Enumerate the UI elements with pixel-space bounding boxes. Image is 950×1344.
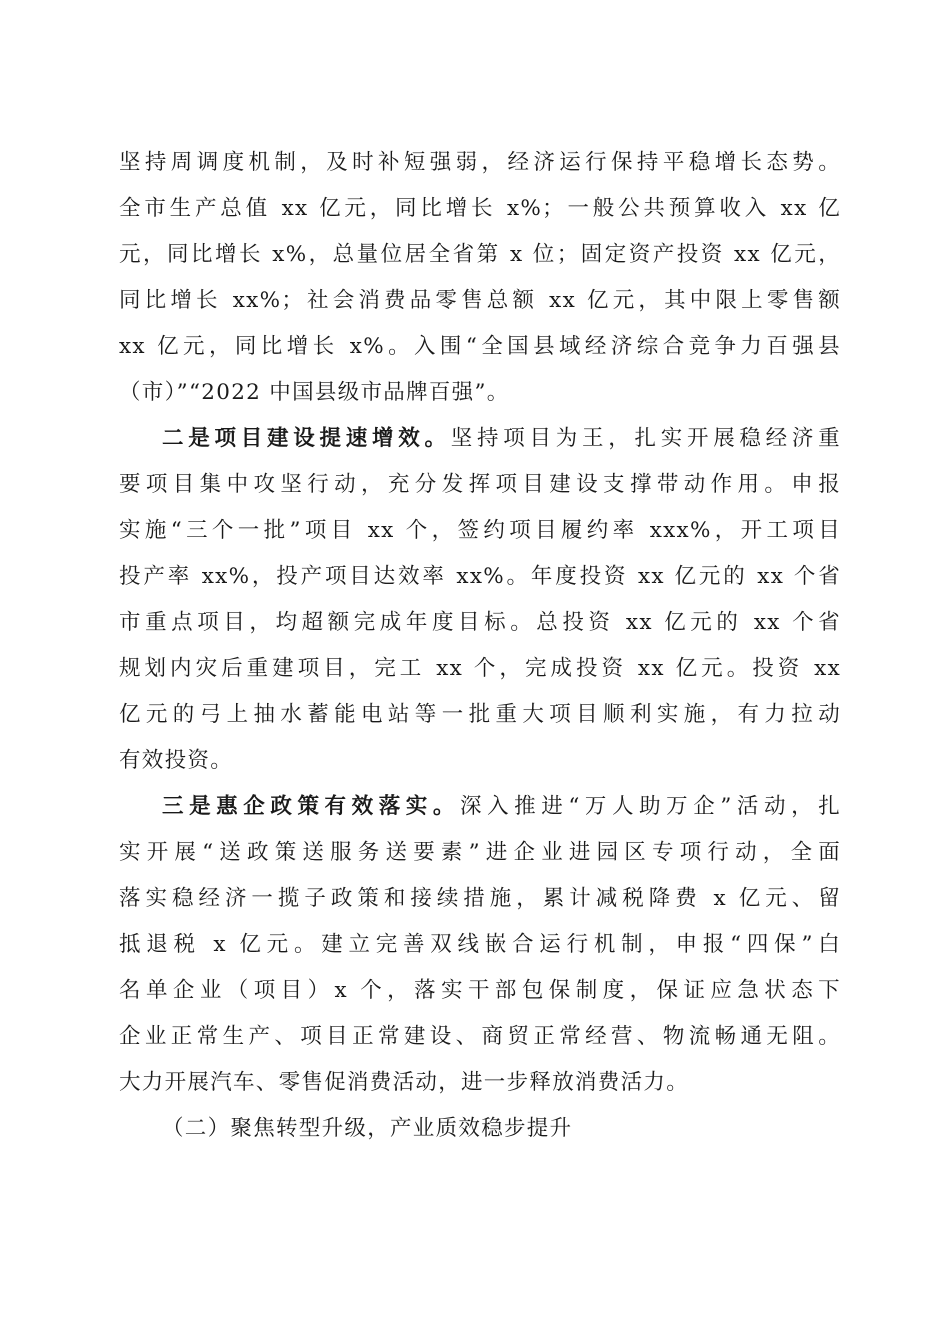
paragraph-lead: 三是惠企政策有效落实。 bbox=[162, 794, 460, 819]
paragraph-economic-operation bbox=[119, 140, 841, 416]
text-line: xx 亿元，同比增长 x%。入围“全国县域经济综合竞争力百强县 bbox=[119, 334, 841, 359]
paragraph-lead: 二是项目建设提速增效。 bbox=[162, 426, 451, 451]
text-line bbox=[119, 416, 841, 462]
paragraph-project-construction bbox=[119, 416, 841, 784]
text-line: 坚持周调度机制，及时补短强弱，经济运行保持平稳增长态势。 bbox=[119, 150, 841, 175]
document-body bbox=[119, 140, 841, 1152]
text-line: 投产率 xx%，投产项目达效率 xx%。年度投资 xx 亿元的 xx 个省 bbox=[119, 564, 841, 589]
text-line: 市重点项目，均超额完成年度目标。总投资 xx 亿元的 xx 个省 bbox=[119, 610, 841, 635]
text-line: 名单企业（项目）x 个，落实干部包保制度，保证应急状态下 bbox=[119, 978, 841, 1003]
text-line: 元，同比增长 x%，总量位居全省第 x 位；固定资产投资 xx 亿元， bbox=[119, 242, 841, 267]
text-fragment: 坚持项目为王，扎实开展稳经济重 bbox=[450, 426, 841, 451]
text-line: 实施“三个一批”项目 xx 个，签约项目履约率 xxx%，开工项目 bbox=[119, 518, 841, 543]
text-line bbox=[119, 784, 841, 830]
text-line: 同比增长 xx%；社会消费品零售总额 xx 亿元，其中限上零售额 bbox=[119, 288, 841, 313]
text-line: 规划内灾后重建项目，完工 xx 个，完成投资 xx 亿元。投资 xx bbox=[119, 656, 841, 681]
section-heading: （二）聚焦转型升级，产业质效稳步提升 bbox=[162, 1116, 573, 1141]
text-fragment: 深入推进“万人助万企”活动，扎 bbox=[459, 794, 842, 819]
text-line: 有效投资。 bbox=[119, 748, 234, 773]
text-line: 实开展“送政策送服务送要素”进企业进园区专项行动，全面 bbox=[119, 840, 841, 865]
text-line: 抵退税 x 亿元。建立完善双线嵌合运行机制，申报“四保”白 bbox=[119, 932, 841, 957]
paragraph-enterprise-policy bbox=[119, 784, 841, 1106]
text-line: 全市生产总值 xx 亿元，同比增长 x%；一般公共预算收入 xx 亿 bbox=[119, 196, 841, 221]
text-line: 大力开展汽车、零售促消费活动，进一步释放消费活力。 bbox=[119, 1070, 690, 1095]
text-line: 企业正常生产、项目正常建设、商贸正常经营、物流畅通无阻。 bbox=[119, 1024, 841, 1049]
text-line: （市）”“2022 中国县级市品牌百强”。 bbox=[119, 380, 510, 405]
text-line: 亿元的弓上抽水蓄能电站等一批重大项目顺利实施，有力拉动 bbox=[119, 702, 841, 727]
text-line: 要项目集中攻坚行动，充分发挥项目建设支撑带动作用。申报 bbox=[119, 472, 841, 497]
text-line: 落实稳经济一揽子政策和接续措施，累计减税降费 x 亿元、留 bbox=[119, 886, 841, 911]
